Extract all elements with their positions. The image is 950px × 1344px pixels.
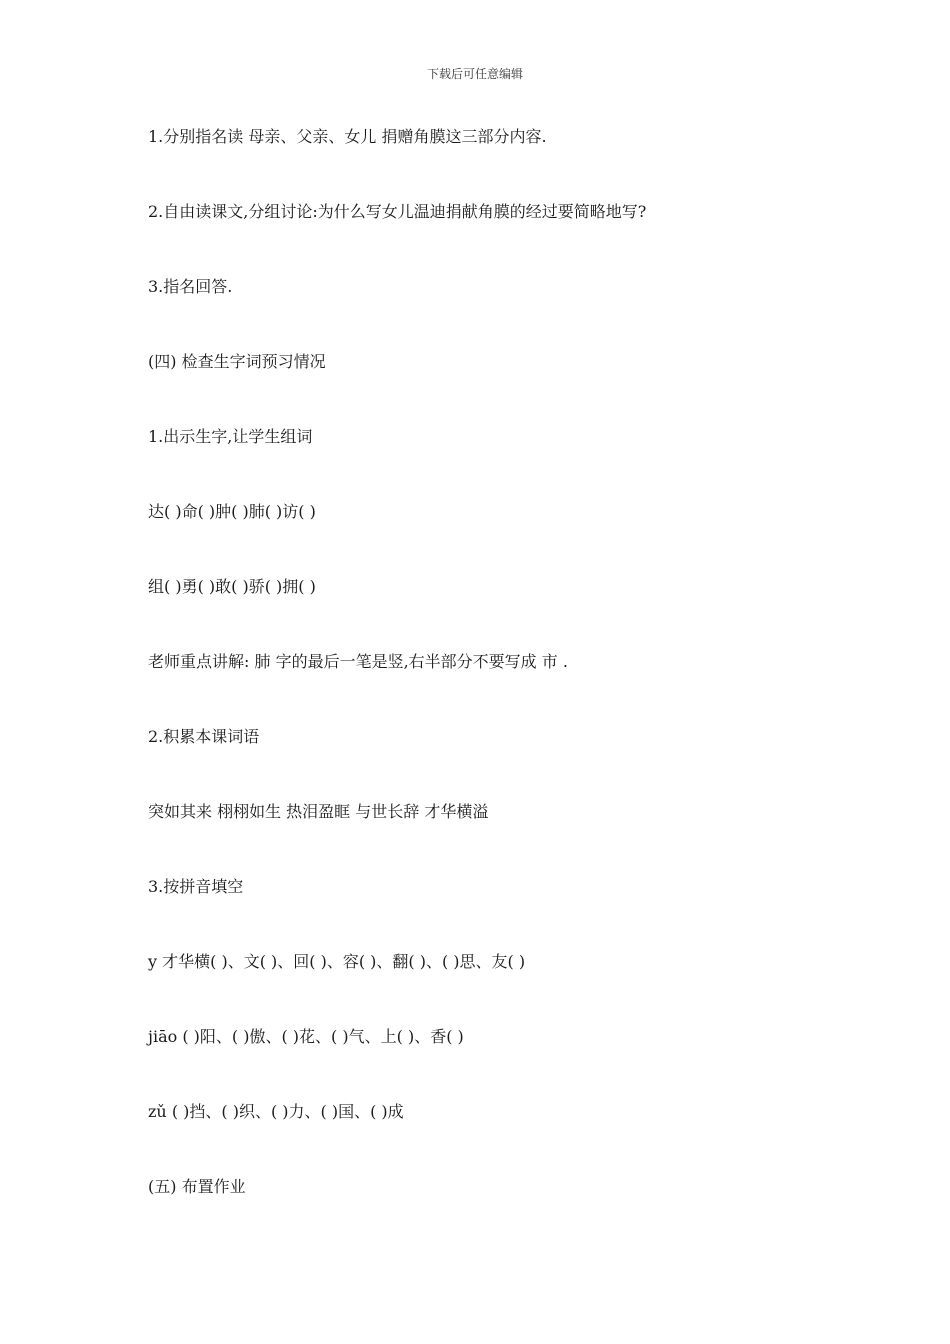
line-pinyin-heading: 3.按拼音填空 <box>148 877 244 896</box>
line-pinyin-jiao: jiāo ( )阳、( )傲、( )花、( )气、上( )、香( ) <box>148 1027 464 1046</box>
section-heading-5: (五) 布置作业 <box>148 1177 246 1196</box>
line-pinyin-y: y 才华横( )、文( )、回( )、容( )、翻( )、( )思、友( ) <box>148 952 526 971</box>
line-show-characters: 1.出示生字,让学生组词 <box>148 427 313 446</box>
line-character-blanks-1: 达( )命( )肿( )肺( )访( ) <box>148 502 316 521</box>
line-character-blanks-2: 组( )勇( )敢( )骄( )拥( ) <box>148 577 316 596</box>
line-vocabulary-words: 突如其来 栩栩如生 热泪盈眶 与世长辞 才华横溢 <box>148 802 489 821</box>
line-teacher-note: 老师重点讲解: 肺 字的最后一笔是竖,右半部分不要写成 市 . <box>148 652 568 671</box>
section-heading-4: (四) 检查生字词预习情况 <box>148 352 326 371</box>
line-pinyin-zu: zǔ ( )挡、( )织、( )力、( )国、( )成 <box>148 1102 404 1121</box>
line-group-discussion: 2.自由读课文,分组讨论:为什么写女儿温迪捐献角膜的经过要简略地写? <box>148 202 647 221</box>
line-reading-parts: 1.分别指名读 母亲、父亲、女儿 捐赠角膜这三部分内容. <box>148 127 547 146</box>
line-answer: 3.指名回答. <box>148 277 233 296</box>
line-vocabulary-heading: 2.积累本课词语 <box>148 727 260 746</box>
page-header-note: 下载后可任意编辑 <box>426 67 523 81</box>
document-body <box>148 126 868 1251</box>
